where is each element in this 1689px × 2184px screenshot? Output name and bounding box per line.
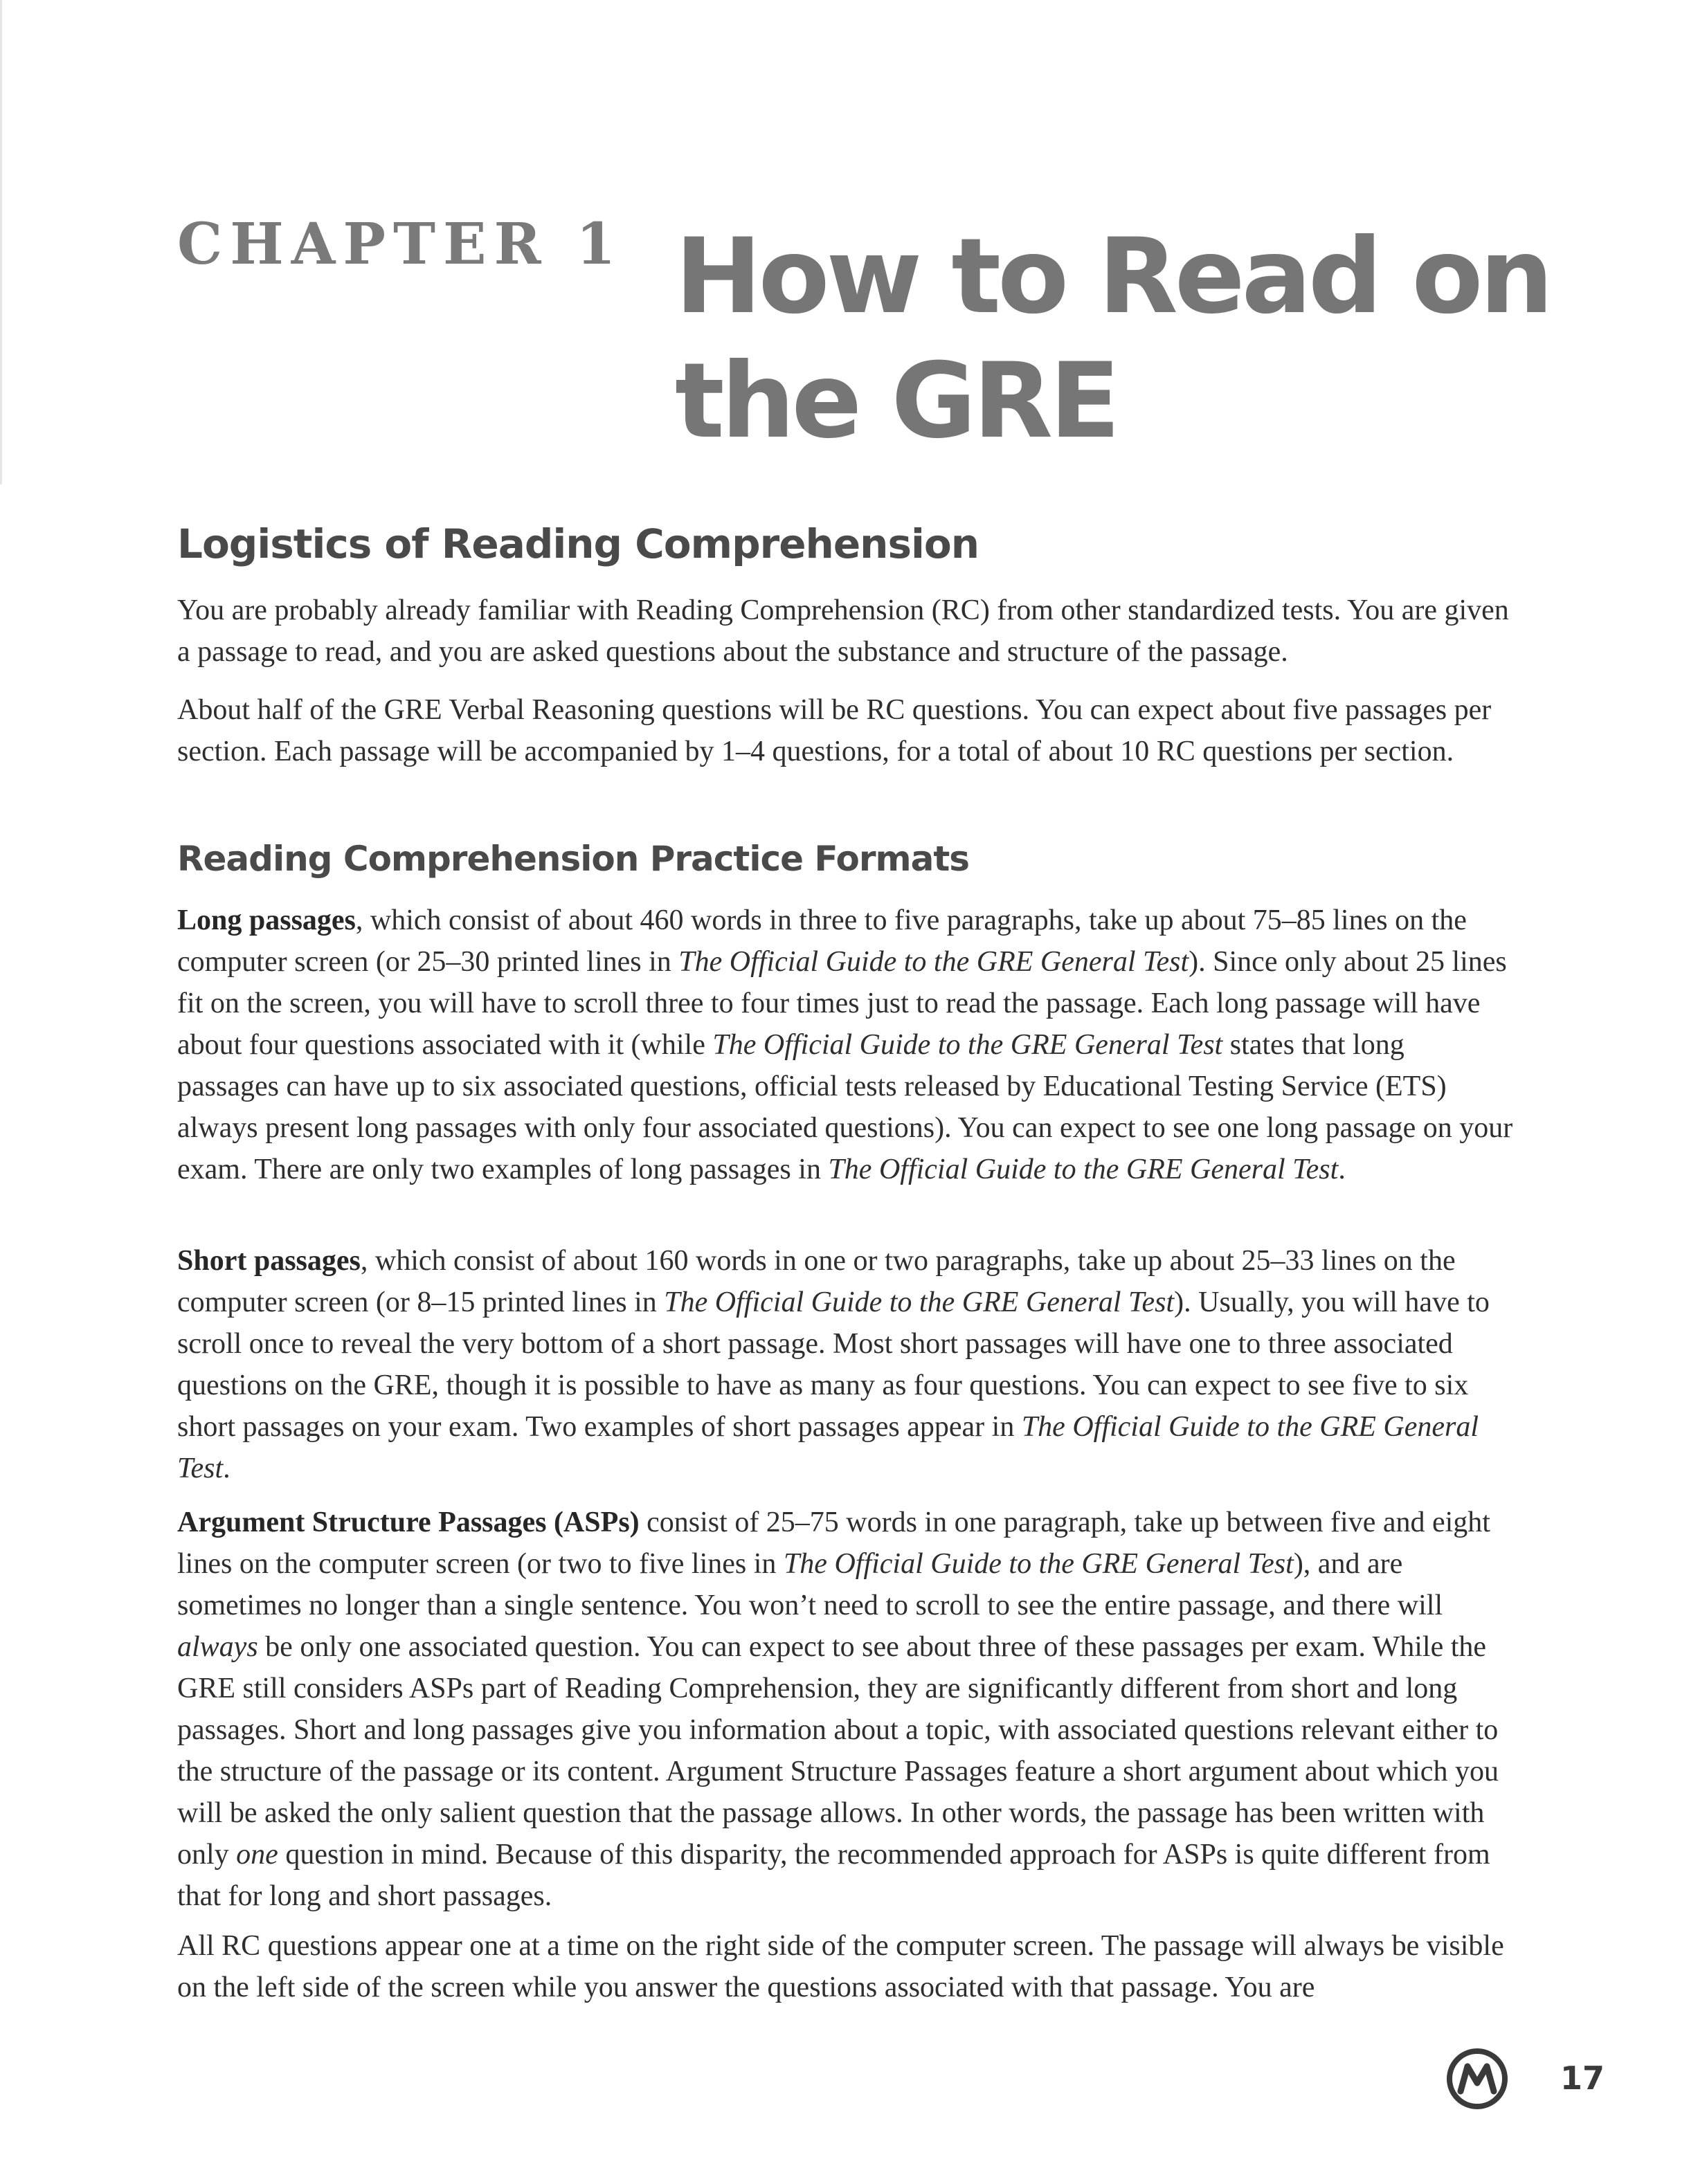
section-heading-formats: Reading Comprehension Practice Formats — [177, 839, 970, 879]
book-title: The Official Guide to the GRE General Test — [664, 1286, 1175, 1318]
manhattan-prep-logo-icon — [1444, 2046, 1510, 2112]
book-title: The Official Guide to the GRE General Test — [678, 946, 1189, 978]
emphasis-always: always — [177, 1631, 258, 1663]
chapter-title-line-2: the GRE — [675, 341, 1117, 462]
emphasis-one: one — [236, 1839, 278, 1871]
term-long-passages: Long passages — [177, 904, 356, 936]
paragraph-long-passages: Long passages, which consist of about 460 words in three to five paragraphs, take up about 75–85 lines on the computer screen (or 25–30 printed lines in The Official Guide to the GRE General Test). Since only about 25 lines fit on the screen, you will have to scroll three to four times just to read the passage. Each long passage will have about four questions associated with it (while The Official Guide to the GRE General Test states that long passages can have up to six associated questions, official tests released by Educational Testing Service (ETS) always present long passages with only four associated questions). You can expect to see one long passage on your exam. There are only two examples of long passages in The Official Guide to the GRE General Test. — [177, 904, 1513, 1185]
term-short-passages: Short passages — [177, 1245, 361, 1277]
chapter-label: CHAPTER 1 — [177, 211, 624, 277]
term-asps: Argument Structure Passages (ASPs) — [177, 1507, 640, 1538]
book-title: The Official Guide to the GRE General Test — [828, 1154, 1339, 1185]
chapter-title-line-1: How to Read on — [675, 217, 1551, 337]
page-number: 17 — [1560, 2059, 1605, 2097]
page-edge — [0, 0, 2, 484]
book-title: The Official Guide to the GRE General Test — [712, 1029, 1223, 1061]
paragraph-rc-questions: All RC questions appear one at a time on the right side of the computer screen. The passage will always be visible on the left side of the screen while you answer the questions associated with that passage. You are — [177, 1930, 1504, 2003]
book-title: The Official Guide to the GRE General Test — [177, 1411, 1479, 1484]
section-heading-logistics: Logistics of Reading Comprehension — [177, 520, 979, 567]
paragraph-asps: Argument Structure Passages (ASPs) consist of 25–75 words in one paragraph, take up between five and eight lines on the computer screen (or two to five lines in The Official Guide to the GRE General Test), and are sometimes no longer than a single sentence. You won’t need to scroll to see the entire passage, and there will always be only one associated question. You can expect to see about three of these passages per exam. While the GRE still considers ASPs part of Reading Comprehension, they are significantly different from short and long passages. Short and long passages give you information about a topic, with associated questions relevant either to the structure of the passage or its content. Argument Structure Passages feature a short argument about which you will be asked the only salient question that the passage allows. In other words, the passage has been written with only one question in mind. Because of this disparity, the recommended approach for ASPs is quite different from that for long and short passages. — [177, 1507, 1499, 1912]
book-title: The Official Guide to the GRE General Test — [783, 1548, 1294, 1580]
chapter-title — [675, 215, 1550, 464]
paragraph-short-passages: Short passages, which consist of about 160 words in one or two paragraphs, take up about 25–33 lines on the computer screen (or 8–15 printed lines in The Official Guide to the GRE General Test). Usually, you will have to scroll once to reveal the very bottom of a short passage. Most short passages will have one to three associated questions on the GRE, though it is possible to have as many as four questions. You can expect to see five to six short passages on your exam. Two examples of short passages appear in The Official Guide to the GRE General Test. — [177, 1245, 1490, 1484]
paragraph-half: About half of the GRE Verbal Reasoning questions will be RC questions. You can expect about five passages per section. Each passage will be accompanied by 1–4 questions, for a total of about 10 RC questions per section. — [177, 694, 1492, 767]
paragraph-intro: You are probably already familiar with Reading Comprehension (RC) from other standardized tests. You are given a passage to read, and you are asked questions about the substance and structure of the passage. — [177, 594, 1509, 668]
